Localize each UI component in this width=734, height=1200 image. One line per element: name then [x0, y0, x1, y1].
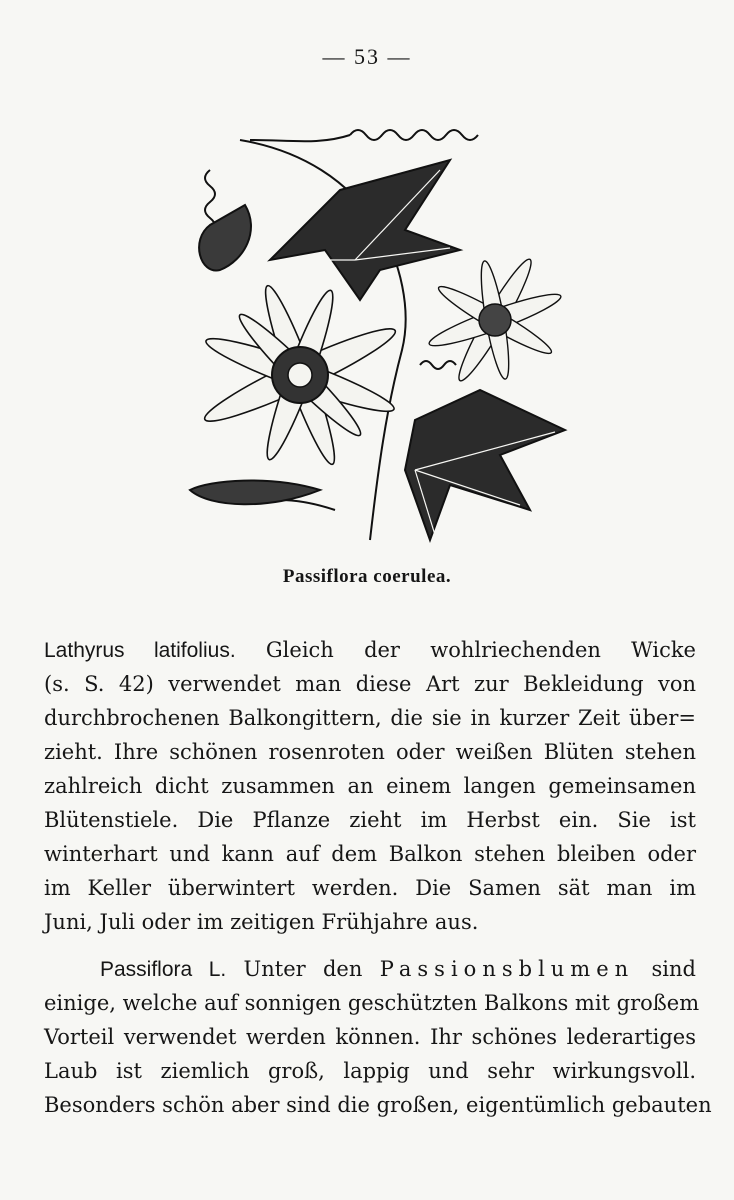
- text-line: [44, 633, 696, 667]
- page-number: — 53 —: [322, 44, 412, 69]
- text-line: Besonders schön aber sind die großen, eigentümlich gebauten: [44, 1093, 712, 1117]
- latin-term: Passiflora L.: [100, 958, 227, 981]
- passion-flower-illustration: [150, 110, 590, 550]
- figure-caption: Passiflora coerulea.: [282, 566, 452, 587]
- text-line: [44, 952, 696, 986]
- text-line: Laub ist ziemlich groß, lappig und sehr wirkungsvoll.: [44, 1059, 696, 1083]
- line-text: sind: [634, 957, 696, 981]
- text-line: einige, welche auf sonnigen geschützten Balkons mit großem: [44, 991, 700, 1015]
- text-line: im Keller überwintert werden. Die Samen sät man im: [44, 876, 696, 900]
- text-line: durchbrochenen Balkongittern, die sie in kurzer Zeit über=: [44, 706, 696, 730]
- spaced-term: Passionsblumen: [379, 957, 635, 981]
- text-line: Blütenstiele. Die Pflanze zieht im Herbst ein. Sie ist: [44, 808, 696, 832]
- text-line: winterhart und kann auf dem Balkon stehen bleiben oder: [44, 842, 696, 866]
- line-text: Gleich der wohlriechenden Wicke: [235, 638, 696, 662]
- text-line: Vorteil verwendet werden können. Ihr schönes lederartiges: [44, 1025, 696, 1049]
- text-line: zieht. Ihre schönen rosenroten oder weißen Blüten stehen: [44, 740, 696, 764]
- paragraph-lathyrus: [44, 633, 696, 939]
- paragraph-passiflora: [44, 952, 712, 1122]
- text-line: zahlreich dicht zusammen an einem langen gemeinsamen: [44, 774, 696, 798]
- latin-term: Lathyrus latifolius.: [44, 639, 236, 662]
- text-line: Juni, Juli oder im zeitigen Frühjahre aus.: [44, 910, 479, 934]
- text-line: (s. S. 42) verwendet man diese Art zur Bekleidung von: [44, 672, 696, 696]
- line-text: Unter den: [226, 957, 380, 981]
